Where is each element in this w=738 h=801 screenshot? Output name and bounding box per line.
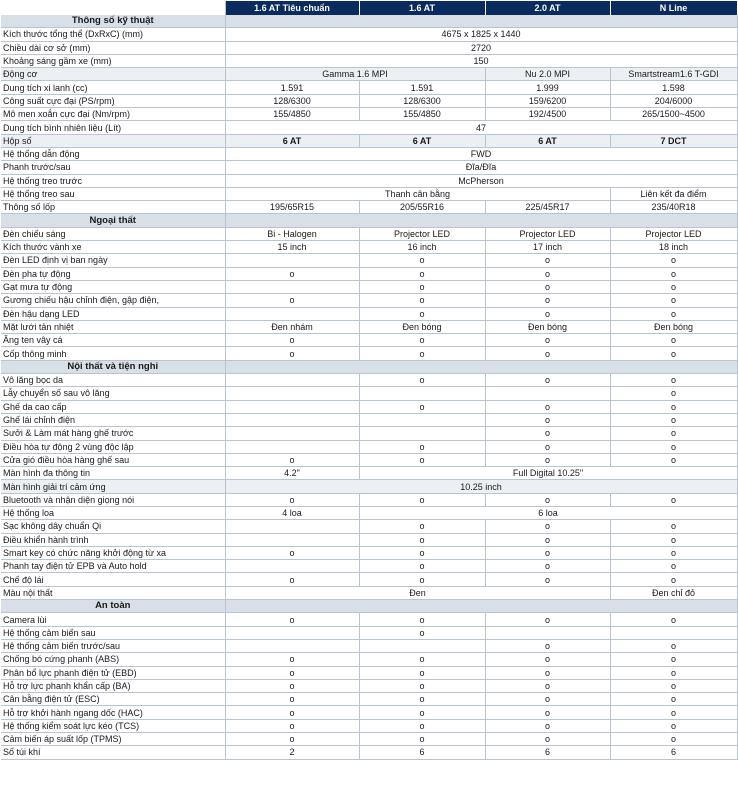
spec-value: o bbox=[610, 374, 737, 387]
spec-row bbox=[1, 374, 737, 387]
header-trim-n-line: N Line bbox=[610, 1, 737, 15]
spec-row bbox=[1, 693, 737, 706]
spec-value: o bbox=[610, 254, 737, 267]
spec-label: Dung tích xi lanh (cc) bbox=[1, 81, 225, 94]
spec-row bbox=[1, 68, 737, 81]
spec-value: o bbox=[225, 706, 359, 719]
spec-value bbox=[225, 307, 359, 320]
spec-value: o bbox=[610, 679, 737, 692]
header-trim-1-6-at-tieu-chuan: 1.6 AT Tiêu chuẩn bbox=[225, 1, 359, 15]
spec-value: 7 DCT bbox=[610, 134, 737, 147]
spec-label: Màn hình giải trí cảm ứng bbox=[1, 480, 225, 493]
spec-value bbox=[225, 520, 359, 533]
spec-value: 155/4850 bbox=[225, 108, 359, 121]
spec-label: Smart key có chức năng khởi động từ xa bbox=[1, 546, 225, 559]
spec-body bbox=[1, 15, 737, 759]
spec-value bbox=[225, 639, 359, 652]
spec-label: Màn hình đa thông tin bbox=[1, 467, 225, 480]
spec-value: o bbox=[359, 440, 485, 453]
spec-value: o bbox=[485, 267, 610, 280]
spec-value: o bbox=[485, 280, 610, 293]
spec-value: o bbox=[225, 719, 359, 732]
spec-row bbox=[1, 480, 737, 493]
spec-value: Nu 2.0 MPI bbox=[485, 68, 610, 81]
spec-label: Cửa gió điều hòa hàng ghế sau bbox=[1, 453, 225, 466]
spec-value bbox=[225, 280, 359, 293]
spec-value: 159/6200 bbox=[485, 94, 610, 107]
spec-value: o bbox=[225, 693, 359, 706]
spec-value: 1.591 bbox=[359, 81, 485, 94]
spec-value: o bbox=[610, 639, 737, 652]
spec-value: Projector LED bbox=[485, 227, 610, 240]
section-header-row bbox=[1, 15, 737, 28]
spec-value: o bbox=[359, 653, 485, 666]
spec-value bbox=[225, 626, 359, 639]
spec-value: o bbox=[610, 533, 737, 546]
spec-row bbox=[1, 427, 737, 440]
spec-value: 195/65R15 bbox=[225, 201, 359, 214]
spec-value: o bbox=[485, 334, 610, 347]
spec-row bbox=[1, 81, 737, 94]
spec-label: Ghế lái chỉnh điện bbox=[1, 413, 225, 426]
spec-value bbox=[359, 387, 485, 400]
spec-label: Ăng ten vây cá bbox=[1, 334, 225, 347]
spec-row bbox=[1, 28, 737, 41]
spec-row bbox=[1, 347, 737, 360]
spec-value: o bbox=[610, 546, 737, 559]
spec-value: 265/1500~4500 bbox=[610, 108, 737, 121]
spec-value: o bbox=[485, 573, 610, 586]
spec-label: Công suất cực đại (PS/rpm) bbox=[1, 94, 225, 107]
spec-value: o bbox=[359, 520, 485, 533]
spec-row bbox=[1, 506, 737, 519]
spec-value: o bbox=[485, 613, 610, 626]
spec-value: o bbox=[225, 267, 359, 280]
spec-row bbox=[1, 294, 737, 307]
spec-value: 1.598 bbox=[610, 81, 737, 94]
spec-value bbox=[225, 254, 359, 267]
spec-row bbox=[1, 254, 737, 267]
spec-value: o bbox=[359, 546, 485, 559]
spec-value: Smartstream1.6 T-GDI bbox=[610, 68, 737, 81]
spec-value: o bbox=[610, 347, 737, 360]
spec-row bbox=[1, 639, 737, 652]
spec-value: Đen nhám bbox=[225, 320, 359, 333]
spec-value: o bbox=[610, 666, 737, 679]
spec-row bbox=[1, 280, 737, 293]
spec-label: Hệ thống loa bbox=[1, 506, 225, 519]
spec-row bbox=[1, 334, 737, 347]
spec-value: 192/4500 bbox=[485, 108, 610, 121]
spec-value: 18 inch bbox=[610, 241, 737, 254]
spec-label: Gạt mưa tự động bbox=[1, 280, 225, 293]
spec-value: o bbox=[610, 719, 737, 732]
spec-value: o bbox=[225, 573, 359, 586]
spec-value: o bbox=[225, 493, 359, 506]
spec-value bbox=[359, 427, 485, 440]
spec-value bbox=[610, 626, 737, 639]
spec-row bbox=[1, 613, 737, 626]
spec-label: Cốp thông minh bbox=[1, 347, 225, 360]
spec-value: o bbox=[485, 493, 610, 506]
spec-value: 204/6000 bbox=[610, 94, 737, 107]
spec-label: Mô men xoắn cực đại (Nm/rpm) bbox=[1, 108, 225, 121]
spec-label: Hỗ trợ khởi hành ngang dốc (HAC) bbox=[1, 706, 225, 719]
spec-label: Hệ thống treo trước bbox=[1, 174, 225, 187]
spec-value: Projector LED bbox=[359, 227, 485, 240]
spec-value: o bbox=[485, 374, 610, 387]
spec-value: o bbox=[359, 400, 485, 413]
spec-value: o bbox=[225, 546, 359, 559]
spec-value: o bbox=[610, 613, 737, 626]
spec-label: Đèn pha tự động bbox=[1, 267, 225, 280]
section-header-row bbox=[1, 360, 737, 373]
spec-value bbox=[225, 400, 359, 413]
spec-value: o bbox=[359, 280, 485, 293]
spec-value: o bbox=[359, 267, 485, 280]
spec-value: 150 bbox=[225, 54, 737, 67]
spec-row bbox=[1, 161, 737, 174]
spec-label: Cảm biến áp suất lốp (TPMS) bbox=[1, 733, 225, 746]
spec-value: o bbox=[225, 347, 359, 360]
spec-value: o bbox=[225, 679, 359, 692]
spec-row bbox=[1, 54, 737, 67]
spec-row bbox=[1, 653, 737, 666]
spec-value: o bbox=[610, 267, 737, 280]
spec-value: o bbox=[485, 560, 610, 573]
spec-row bbox=[1, 679, 737, 692]
spec-value: o bbox=[485, 347, 610, 360]
spec-label: Chiều dài cơ sở (mm) bbox=[1, 41, 225, 54]
spec-value: 6 loa bbox=[359, 506, 737, 519]
spec-value: o bbox=[485, 427, 610, 440]
spec-value: 10.25 inch bbox=[225, 480, 737, 493]
spec-value: o bbox=[359, 719, 485, 732]
header-blank bbox=[1, 1, 225, 15]
spec-value: Đen bóng bbox=[485, 320, 610, 333]
spec-value: o bbox=[485, 679, 610, 692]
spec-row bbox=[1, 706, 737, 719]
spec-value: o bbox=[485, 533, 610, 546]
spec-value bbox=[485, 387, 610, 400]
spec-value: o bbox=[359, 693, 485, 706]
spec-value: o bbox=[359, 254, 485, 267]
spec-label: Điều khiển hành trình bbox=[1, 533, 225, 546]
spec-value: 6 bbox=[610, 746, 737, 759]
spec-row bbox=[1, 187, 737, 200]
spec-label: Kích thước tổng thể (DxRxC) (mm) bbox=[1, 28, 225, 41]
spec-value: o bbox=[359, 334, 485, 347]
spec-value: o bbox=[610, 733, 737, 746]
spec-label: Chống bó cứng phanh (ABS) bbox=[1, 653, 225, 666]
spec-label: Đèn LED định vị ban ngày bbox=[1, 254, 225, 267]
spec-value: o bbox=[485, 254, 610, 267]
spec-value: o bbox=[485, 733, 610, 746]
spec-label: Khoảng sáng gầm xe (mm) bbox=[1, 54, 225, 67]
spec-value: o bbox=[610, 493, 737, 506]
spec-value: o bbox=[485, 453, 610, 466]
spec-value bbox=[359, 639, 485, 652]
spec-value: o bbox=[359, 573, 485, 586]
spec-value: o bbox=[485, 706, 610, 719]
spec-value: o bbox=[225, 666, 359, 679]
spec-label: Camera lùi bbox=[1, 613, 225, 626]
section-header-row bbox=[1, 600, 737, 613]
spec-value: 155/4850 bbox=[359, 108, 485, 121]
spec-value: o bbox=[485, 440, 610, 453]
spec-label: Sạc không dây chuẩn Qi bbox=[1, 520, 225, 533]
spec-row bbox=[1, 108, 737, 121]
spec-value: 6 AT bbox=[359, 134, 485, 147]
section-title: Thông số kỹ thuật bbox=[1, 15, 225, 28]
spec-value: o bbox=[359, 374, 485, 387]
spec-row bbox=[1, 94, 737, 107]
spec-label: Hệ thống dẫn động bbox=[1, 147, 225, 160]
spec-value: 128/6300 bbox=[225, 94, 359, 107]
spec-label: Phanh tay điện tử EPB và Auto hold bbox=[1, 560, 225, 573]
spec-value: o bbox=[359, 307, 485, 320]
spec-row bbox=[1, 533, 737, 546]
spec-row bbox=[1, 573, 737, 586]
spec-value: o bbox=[485, 413, 610, 426]
spec-value: Thanh cân bằng bbox=[225, 187, 610, 200]
spec-value: 4 loa bbox=[225, 506, 359, 519]
spec-label: Cân bằng điện tử (ESC) bbox=[1, 693, 225, 706]
spec-value: Đen bóng bbox=[610, 320, 737, 333]
spec-value: o bbox=[485, 666, 610, 679]
spec-row bbox=[1, 201, 737, 214]
section-filler bbox=[225, 15, 737, 28]
spec-value: 128/6300 bbox=[359, 94, 485, 107]
spec-value: 225/45R17 bbox=[485, 201, 610, 214]
spec-label: Động cơ bbox=[1, 68, 225, 81]
spec-label: Đèn hậu dạng LED bbox=[1, 307, 225, 320]
spec-row bbox=[1, 586, 737, 599]
spec-value: o bbox=[610, 400, 737, 413]
spec-value: o bbox=[225, 294, 359, 307]
spec-row bbox=[1, 626, 737, 639]
spec-value: 2720 bbox=[225, 41, 737, 54]
spec-value bbox=[225, 387, 359, 400]
spec-label: Hệ thống treo sau bbox=[1, 187, 225, 200]
spec-row bbox=[1, 134, 737, 147]
spec-value: o bbox=[610, 387, 737, 400]
spec-value: o bbox=[359, 560, 485, 573]
spec-value: 1.999 bbox=[485, 81, 610, 94]
section-title: Ngoại thất bbox=[1, 214, 225, 227]
spec-value: Bi - Halogen bbox=[225, 227, 359, 240]
section-header-row bbox=[1, 214, 737, 227]
section-filler bbox=[225, 214, 737, 227]
spec-value: Đen chỉ đỏ bbox=[610, 586, 737, 599]
spec-value: o bbox=[610, 520, 737, 533]
spec-value: o bbox=[225, 733, 359, 746]
spec-value: o bbox=[610, 440, 737, 453]
spec-row bbox=[1, 733, 737, 746]
spec-value: o bbox=[485, 520, 610, 533]
spec-value: McPherson bbox=[225, 174, 737, 187]
spec-label: Đèn chiếu sáng bbox=[1, 227, 225, 240]
spec-value: o bbox=[359, 493, 485, 506]
spec-value bbox=[225, 560, 359, 573]
spec-label: Dung tích bình nhiên liệu (Lít) bbox=[1, 121, 225, 134]
spec-value bbox=[225, 533, 359, 546]
spec-value: Gamma 1.6 MPI bbox=[225, 68, 485, 81]
spec-value bbox=[359, 413, 485, 426]
spec-value: o bbox=[485, 653, 610, 666]
spec-label: Chế độ lái bbox=[1, 573, 225, 586]
spec-value: o bbox=[485, 693, 610, 706]
spec-label: Phanh trước/sau bbox=[1, 161, 225, 174]
spec-value bbox=[225, 427, 359, 440]
spec-value: o bbox=[359, 626, 485, 639]
section-filler bbox=[225, 600, 737, 613]
spec-row bbox=[1, 307, 737, 320]
spec-value: 4.2" bbox=[225, 467, 359, 480]
spec-value: o bbox=[610, 334, 737, 347]
spec-row bbox=[1, 467, 737, 480]
spec-value: 235/40R18 bbox=[610, 201, 737, 214]
spec-row bbox=[1, 267, 737, 280]
section-title: Nội thất và tiện nghi bbox=[1, 360, 225, 373]
spec-label: Bluetooth và nhận diện giọng nói bbox=[1, 493, 225, 506]
section-title: An toàn bbox=[1, 600, 225, 613]
section-filler bbox=[225, 360, 737, 373]
spec-value: o bbox=[610, 453, 737, 466]
spec-value: o bbox=[610, 294, 737, 307]
spec-row bbox=[1, 560, 737, 573]
spec-label: Lẫy chuyển số sau vô lăng bbox=[1, 387, 225, 400]
header-trim-2-0-at: 2.0 AT bbox=[485, 1, 610, 15]
spec-value: o bbox=[610, 427, 737, 440]
spec-row bbox=[1, 493, 737, 506]
spec-value: o bbox=[610, 307, 737, 320]
spec-value: o bbox=[359, 613, 485, 626]
spec-label: Hộp số bbox=[1, 134, 225, 147]
spec-row bbox=[1, 387, 737, 400]
spec-value: 17 inch bbox=[485, 241, 610, 254]
spec-value: o bbox=[225, 453, 359, 466]
spec-value: Liên kết đa điểm bbox=[610, 187, 737, 200]
spec-table bbox=[1, 1, 738, 760]
spec-row bbox=[1, 746, 737, 759]
spec-label: Vô lăng bọc da bbox=[1, 374, 225, 387]
spec-label: Hệ thống cảm biến sau bbox=[1, 626, 225, 639]
spec-value: Đen bóng bbox=[359, 320, 485, 333]
spec-label: Màu nội thất bbox=[1, 586, 225, 599]
spec-row bbox=[1, 413, 737, 426]
spec-label: Kích thước vành xe bbox=[1, 241, 225, 254]
spec-row bbox=[1, 174, 737, 187]
spec-value: o bbox=[485, 639, 610, 652]
spec-value: o bbox=[359, 733, 485, 746]
header-trim-1-6-at: 1.6 AT bbox=[359, 1, 485, 15]
spec-value: o bbox=[359, 679, 485, 692]
spec-value: o bbox=[225, 653, 359, 666]
spec-label: Phân bổ lực phanh điện tử (EBD) bbox=[1, 666, 225, 679]
spec-value: 205/55R16 bbox=[359, 201, 485, 214]
spec-value: o bbox=[359, 453, 485, 466]
spec-value: 6 AT bbox=[485, 134, 610, 147]
spec-value: 4675 x 1825 x 1440 bbox=[225, 28, 737, 41]
spec-value: o bbox=[610, 413, 737, 426]
spec-value: o bbox=[225, 613, 359, 626]
spec-value: o bbox=[610, 693, 737, 706]
spec-value: o bbox=[359, 533, 485, 546]
spec-label: Hệ thống cảm biến trước/sau bbox=[1, 639, 225, 652]
spec-row bbox=[1, 546, 737, 559]
spec-value: 6 AT bbox=[225, 134, 359, 147]
spec-value: o bbox=[485, 294, 610, 307]
spec-value: o bbox=[610, 653, 737, 666]
spec-label: Hỗ trợ lực phanh khẩn cấp (BA) bbox=[1, 679, 225, 692]
spec-row bbox=[1, 666, 737, 679]
spec-row bbox=[1, 121, 737, 134]
spec-value bbox=[225, 374, 359, 387]
spec-label: Điều hòa tự động 2 vùng độc lập bbox=[1, 440, 225, 453]
spec-value: o bbox=[359, 294, 485, 307]
spec-value: Projector LED bbox=[610, 227, 737, 240]
spec-value: o bbox=[359, 347, 485, 360]
spec-value: 16 inch bbox=[359, 241, 485, 254]
spec-value bbox=[225, 440, 359, 453]
spec-label: Sưởi & Làm mát hàng ghế trước bbox=[1, 427, 225, 440]
spec-row bbox=[1, 719, 737, 732]
spec-row bbox=[1, 400, 737, 413]
spec-row bbox=[1, 320, 737, 333]
spec-row bbox=[1, 520, 737, 533]
spec-value: o bbox=[485, 400, 610, 413]
spec-value: o bbox=[610, 560, 737, 573]
spec-value: 6 bbox=[359, 746, 485, 759]
spec-value: o bbox=[225, 334, 359, 347]
spec-row bbox=[1, 440, 737, 453]
spec-value: 15 inch bbox=[225, 241, 359, 254]
spec-label: Số túi khí bbox=[1, 746, 225, 759]
spec-value: o bbox=[359, 666, 485, 679]
spec-value: o bbox=[610, 706, 737, 719]
spec-label: Mặt lưới tản nhiệt bbox=[1, 320, 225, 333]
header-row bbox=[1, 1, 737, 15]
spec-value: o bbox=[610, 573, 737, 586]
spec-value: o bbox=[485, 546, 610, 559]
spec-value: Full Digital 10.25" bbox=[359, 467, 737, 480]
spec-value: 47 bbox=[225, 121, 737, 134]
spec-value bbox=[225, 413, 359, 426]
spec-label: Ghế da cao cấp bbox=[1, 400, 225, 413]
spec-label: Gương chiếu hậu chỉnh điện, gập điện, bbox=[1, 294, 225, 307]
spec-row bbox=[1, 241, 737, 254]
spec-value: o bbox=[485, 307, 610, 320]
spec-value: 2 bbox=[225, 746, 359, 759]
spec-row bbox=[1, 147, 737, 160]
spec-value: o bbox=[359, 706, 485, 719]
spec-value bbox=[485, 626, 610, 639]
spec-value: Đen bbox=[225, 586, 610, 599]
spec-value: o bbox=[485, 719, 610, 732]
spec-value: 6 bbox=[485, 746, 610, 759]
spec-row bbox=[1, 453, 737, 466]
spec-row bbox=[1, 227, 737, 240]
spec-row bbox=[1, 41, 737, 54]
spec-value: FWD bbox=[225, 147, 737, 160]
spec-label: Hệ thống kiểm soát lực kéo (TCS) bbox=[1, 719, 225, 732]
spec-value: Đĩa/Đĩa bbox=[225, 161, 737, 174]
spec-label: Thông số lốp bbox=[1, 201, 225, 214]
spec-value: o bbox=[610, 280, 737, 293]
spec-value: 1.591 bbox=[225, 81, 359, 94]
